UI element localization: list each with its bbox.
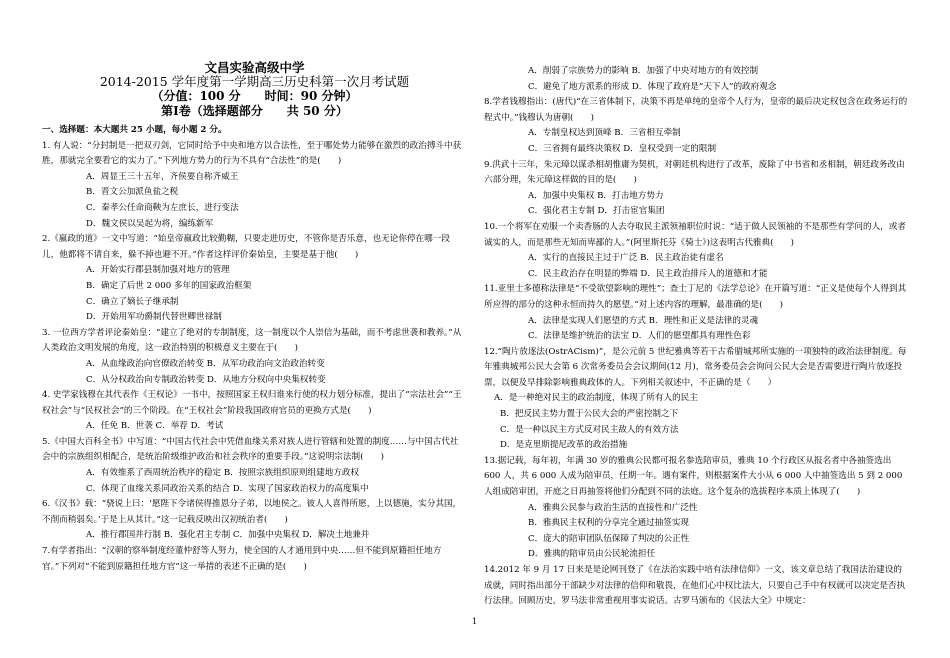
question-7: 7.有学者指出：“汉朝的察举制度经董仲舒等人努力，使全国的人才通用到中央……但不能到原籍担任地方官。”下列对“不能到原籍担任地方官”这一举措的表述不正确的是( )	[42, 546, 442, 572]
question-13: 13.据记载，每年初，年满 30 岁的雅典公民都可报名参选陪审员，雅典 10 个行政区从报名者中各抽签选出 600 人，共 6 000 人成为陪审员，任期一年。遇有案件，则根据案件大小从 6 000 人中抽签选出 5 到 2 000 人组成陪审团，开庭之日再抽签将他们分配到不同的法庭。这个复杂的选拔程序本质上体现了( )	[484, 455, 903, 498]
q6-options: A．推行郡国并行制 B．强化君主专制 C．加强中央集权 D．解决土地兼并	[86, 530, 370, 541]
q7-options-cd: C．避免了地方派系的形成 D．体现了政府是“天下人”的政府观念	[528, 81, 777, 92]
question-14: 14.2012 年 9 月 17 日来是是论网刊登了《在法治实践中培有法律信仰》一文，该文章总结了我国法治建设的成就，同时指出部分干部缺少对法律的信仰和敬畏，在他们心中权比法大，只要自己手中有权就可以决定是否执行法律。回顾历史，罗马法非常重视用事实说话。古罗马颁布的《民法大全》中规定：	[484, 565, 906, 607]
q13-option-b: B．雅典民主权利的分享完全通过抽签实现	[528, 518, 690, 529]
q10-options-ab: A．实行的直接民主过于广泛 B．民主政治徒有虚名	[528, 253, 724, 264]
score-time: （分值：100 分 时间：90 分钟）	[151, 89, 358, 103]
q12-option-c: C．是一种以民主方式反对民主敌人的有效方法	[500, 424, 679, 435]
question-6: 6.《汉书》载：“骁说上曰：‘愿陛下令诸侯得推恩分子弟，以地侯之。彼人人喜得所愿，上以德施，实分其国，不削而稍弱矣。’于是上从其计。”这一记载反映出汉初统治者( )	[42, 499, 462, 525]
question-9: 9.洪武十三年，朱元璋以谋杀相胡惟庸为契机，对朝廷机构进行了改革，废除了中书省和丞相制，朝廷政务改由六部分理，朱元璋这样做的目的是( )	[484, 159, 905, 186]
q1-option-b: B．晋文公加派鱼盐之税	[86, 187, 179, 198]
question-3: 3. 一位西方学者评论秦始皇：“建立了绝对的专制制度，这一制度以个人崇信为基础，而不考虑世袭和教养。”从人类政治文明发展的角度，这一政治特别的积极意义主要在于( )	[42, 327, 462, 354]
q3-options-cd: C．从分权政治向专制政治转变 D．从地方分权向中央集权转变	[86, 374, 326, 385]
question-11: 11.亚里士多德称法律是“不受欲望影响的理性”；查士丁尼的《法学总论》在开篇写道：“正义是使每个人得到其所应得的部分的这种永恒而持久的愿望。”对上述内容的理解，最准确的是( )	[484, 284, 907, 310]
q1-option-d: D．魏文侯以吴起为将，编练新军	[86, 218, 214, 229]
q11-options-cd: C．法律是维护统治的法宝 D．人们的愿望都具有理性色彩	[528, 331, 751, 342]
q1-option-c: C．秦孝公任命商鞅为左庶长，进行变法	[86, 202, 239, 213]
q9-options-ab: A．加强中央集权 B．打击地方势力	[528, 190, 664, 201]
page-number: 1	[472, 617, 478, 626]
q11-options-ab: A．法律是实现人们愿望的方式 B．理性和正义是法律的灵魂	[528, 315, 759, 326]
q2-option-a: A．开始实行郡县制加强对地方的管理	[86, 265, 230, 276]
q12-option-d: D．是克里斯提尼改革的政治措施	[500, 440, 628, 451]
exam-title: 2014-2015 学年度第一学期高三历史科第一次月考试题	[99, 74, 410, 89]
q8-options-ab: A．专制皇权达到顶峰 B．三省相互牵制	[528, 128, 681, 139]
q10-options-cd: C．民主政治存在明显的弊端 D．民主政治排斥人的道德和才能	[528, 268, 768, 279]
q12-option-a: A．是一种绝对民主的政治制度，体现了所有人的民主	[494, 393, 698, 404]
q9-options-cd: C．强化君主专制 D．打击宦官集团	[528, 206, 665, 217]
q7-options-ab: A．削弱了宗族势力的影响 B．加强了中央对地方的有效控制	[528, 66, 759, 76]
q5-options-cd: C．体现了血缘关系同政治关系的结合 D．实现了国家政治权力的高度集中	[86, 483, 369, 494]
q5-options-ab: A．有效维系了西周统治秩序的稳定 B．按照宗族组织原则组建地方政权	[86, 468, 360, 479]
section-heading: 一、选择题：本大题共 25 小题，每小题 2 分。	[42, 125, 227, 135]
q13-option-d: D．雅典的陪审员由公民轮流担任	[528, 549, 656, 560]
q3-options-ab: A．从血缘政治向官僚政治转变 B．从军功政治向文治政治转变	[86, 358, 325, 369]
question-12: 12.“陶片放逐法(OstrACism)”，是公元前 5 世纪雅典等若干古希腊城邦所实施的一项独特的政治法律制度。每年雅典城邦公民大会第 6 次常务委员会会议期间(12 月)，常务委员会会询问公民大会是否需要进行陶片放逐投票，以便及早排除影响雅典政体的人。下列相关叙述中，不正确的是（ ）	[484, 346, 907, 388]
part-title: 第Ⅰ卷（选择题部分 共 50 分）	[161, 104, 348, 118]
question-5: 5.《中国大百科全书》中写道：“中国古代社会中凭借血缘关系对族人进行管辖和处置的制度……与中国古代社会中的宗族组织相配合，是统治阶级维护政治和社会秩序的重要手段。”这说明宗法制( )	[42, 436, 459, 463]
school-title: 文昌实验高级中学	[204, 60, 305, 75]
q13-option-c: C．庞大的陪审团队伍保障了判决的公正性	[528, 533, 690, 544]
question-2: 2.《嬴政的道》一文中写道：“始皇帝嬴政比较勤糊，只要走进历史，不管你是否乐意，也无论你停在哪一段儿，他都将不请自来，躲不掉也避不开。”作者这样评价秦始皇，主要是基于他( )	[42, 234, 450, 260]
q2-option-c: C．确立了嫡长子继承制	[86, 296, 179, 307]
question-8: 8.学者钱穆指出：(唐代)“在三省体制下，决策不再是单纯的皇帝个人行为，皇帝的最后决定权包含在政务运行的程式中。”钱穆认为唐朝( )	[484, 97, 908, 123]
left-column	[42, 0, 467, 575]
q13-option-a: A．雅典公民参与政治生活的直接性和广泛性	[528, 502, 698, 513]
question-1: 1. 有人说：“分封制是一把双刃剑，它同时给予中央和地方以合法性，至于哪处势力能够在激烈的政治搏斗中获胜，那就完全要看它的实力了。”下列地方势力的行为不具有“合法性”的是( )	[42, 140, 462, 167]
right-column	[484, 64, 909, 610]
q1-option-a: A．周显王三十五年，齐侯要自称齐威王	[86, 171, 239, 182]
q12-option-b: B．把反民主势力置于公民大会的严密控制之下	[500, 409, 679, 420]
q8-options-cd: C．三省拥有最终决策权 D．皇权受到一定的限制	[528, 143, 717, 154]
q2-option-d: D．开始用军功爵制代替世卿世禄制	[86, 312, 222, 323]
q2-option-b: B．确定了后世 2 000 多年的国家政治框架	[86, 280, 252, 291]
q4-options: A．任免 B．世袭 C．举荐 D．考试	[86, 421, 224, 432]
question-4: 4. 史学家钱穆在其代表作《王权论》一书中，按照国家王权归谁来行使的权力划分标准，提出了“宗法社会”“王权社会”与“民权社会”的三个阶段。在“王权社会”阶段我国政府官员的更换方式是( )	[42, 390, 462, 416]
question-10: 10.一个将军在劝服一个卖香肠的人去夺取民主派领袖职位时说：“适于做人民领袖的不是那些有学问的人，或者诚实的人，而是那些无知而卑鄙的人。”(阿里斯托芬《骑士》)这表明古代雅典( )	[484, 221, 906, 248]
